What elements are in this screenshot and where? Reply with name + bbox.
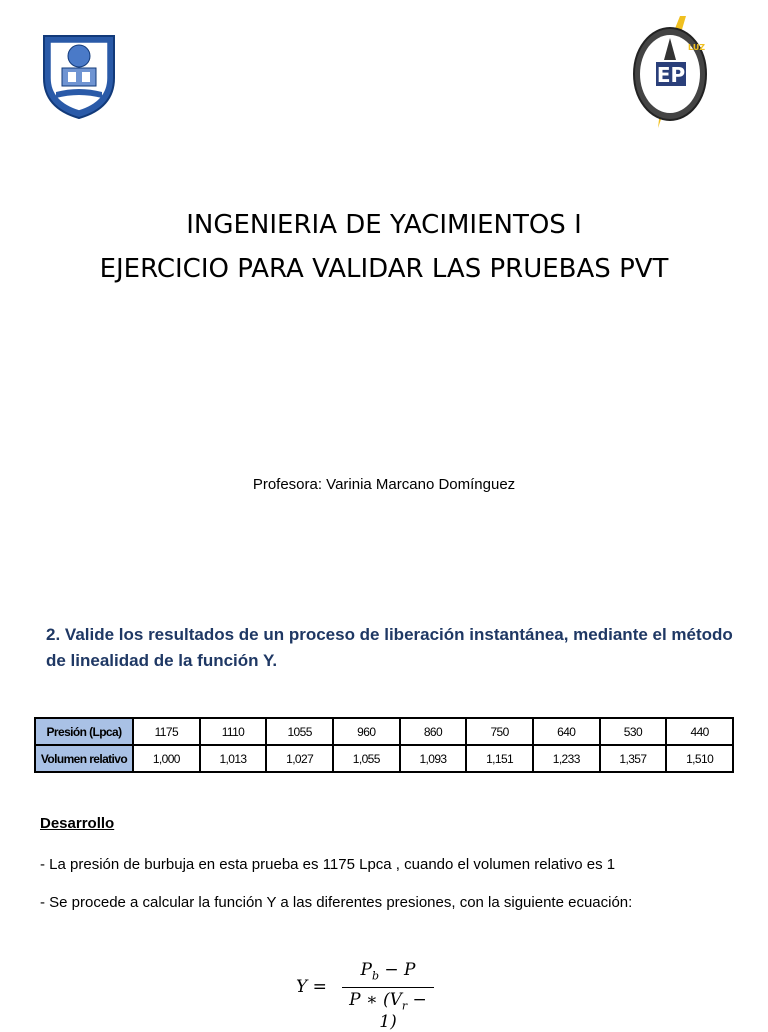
table-cell: 1,510 [666, 745, 733, 772]
exercise-number: 2. [46, 625, 61, 644]
table-cell: 1,013 [200, 745, 267, 772]
course-title: INGENIERIA DE YACIMIENTOS I [186, 210, 582, 240]
exercise-title: EJERCICIO PARA VALIDAR LAS PRUEBAS PVT [99, 254, 669, 284]
table-cell: 440 [666, 718, 733, 745]
equation-denominator: P ∗ $(V_r - 1)$ [349, 990, 427, 1032]
table-cell: 1110 [200, 718, 267, 745]
bubble-pressure-note: - La presión de burbuja en esta prueba es 1175 Lpca , cuando el volumen relativo es 1 [40, 856, 616, 873]
table-cell: 1,055 [333, 745, 400, 772]
table-row-pressure [35, 718, 733, 745]
table-cell: 1,000 [133, 745, 200, 772]
development-heading: Desarrollo [40, 815, 115, 832]
university-seal-icon [38, 28, 120, 120]
pvt-data-table [34, 717, 734, 773]
luz-banner: LUZ [688, 43, 706, 52]
table-cell: 1175 [133, 718, 200, 745]
row-header-pressure: Presión (Lpca) [35, 718, 133, 745]
equation-lhs: Y = [296, 977, 327, 997]
equation-numerator: $P_b - P$ [360, 960, 416, 983]
y-function-equation [296, 960, 436, 1032]
table-row-relative-volume [35, 745, 733, 772]
exercise-text: Valide los resultados de un proceso de liberación instantánea, mediante el método de linealidad de la función Y. [46, 625, 733, 670]
table-cell: 750 [466, 718, 533, 745]
row-header-relative-volume: Volumen relativo [35, 745, 133, 772]
table-cell: 1,233 [533, 745, 600, 772]
table-cell: 1055 [266, 718, 333, 745]
table-cell: 960 [333, 718, 400, 745]
y-function-note: - Se procede a calcular la función Y a las diferentes presiones, con la siguiente ecuación: [40, 894, 633, 911]
table-cell: 860 [400, 718, 467, 745]
ep-logo-letters: EP [656, 63, 686, 87]
table-cell: 1,027 [266, 745, 333, 772]
table-cell: 1,093 [400, 745, 467, 772]
table-cell: 1,151 [466, 745, 533, 772]
table-cell: 640 [533, 718, 600, 745]
equation-fraction [342, 960, 434, 1032]
exercise-statement [46, 622, 736, 674]
table-cell: 1,357 [600, 745, 667, 772]
table-cell: 530 [600, 718, 667, 745]
ep-luz-emblem-icon [630, 16, 712, 128]
professor-name: Profesora: Varinia Marcano Domínguez [252, 476, 516, 493]
fraction-bar [342, 987, 434, 988]
